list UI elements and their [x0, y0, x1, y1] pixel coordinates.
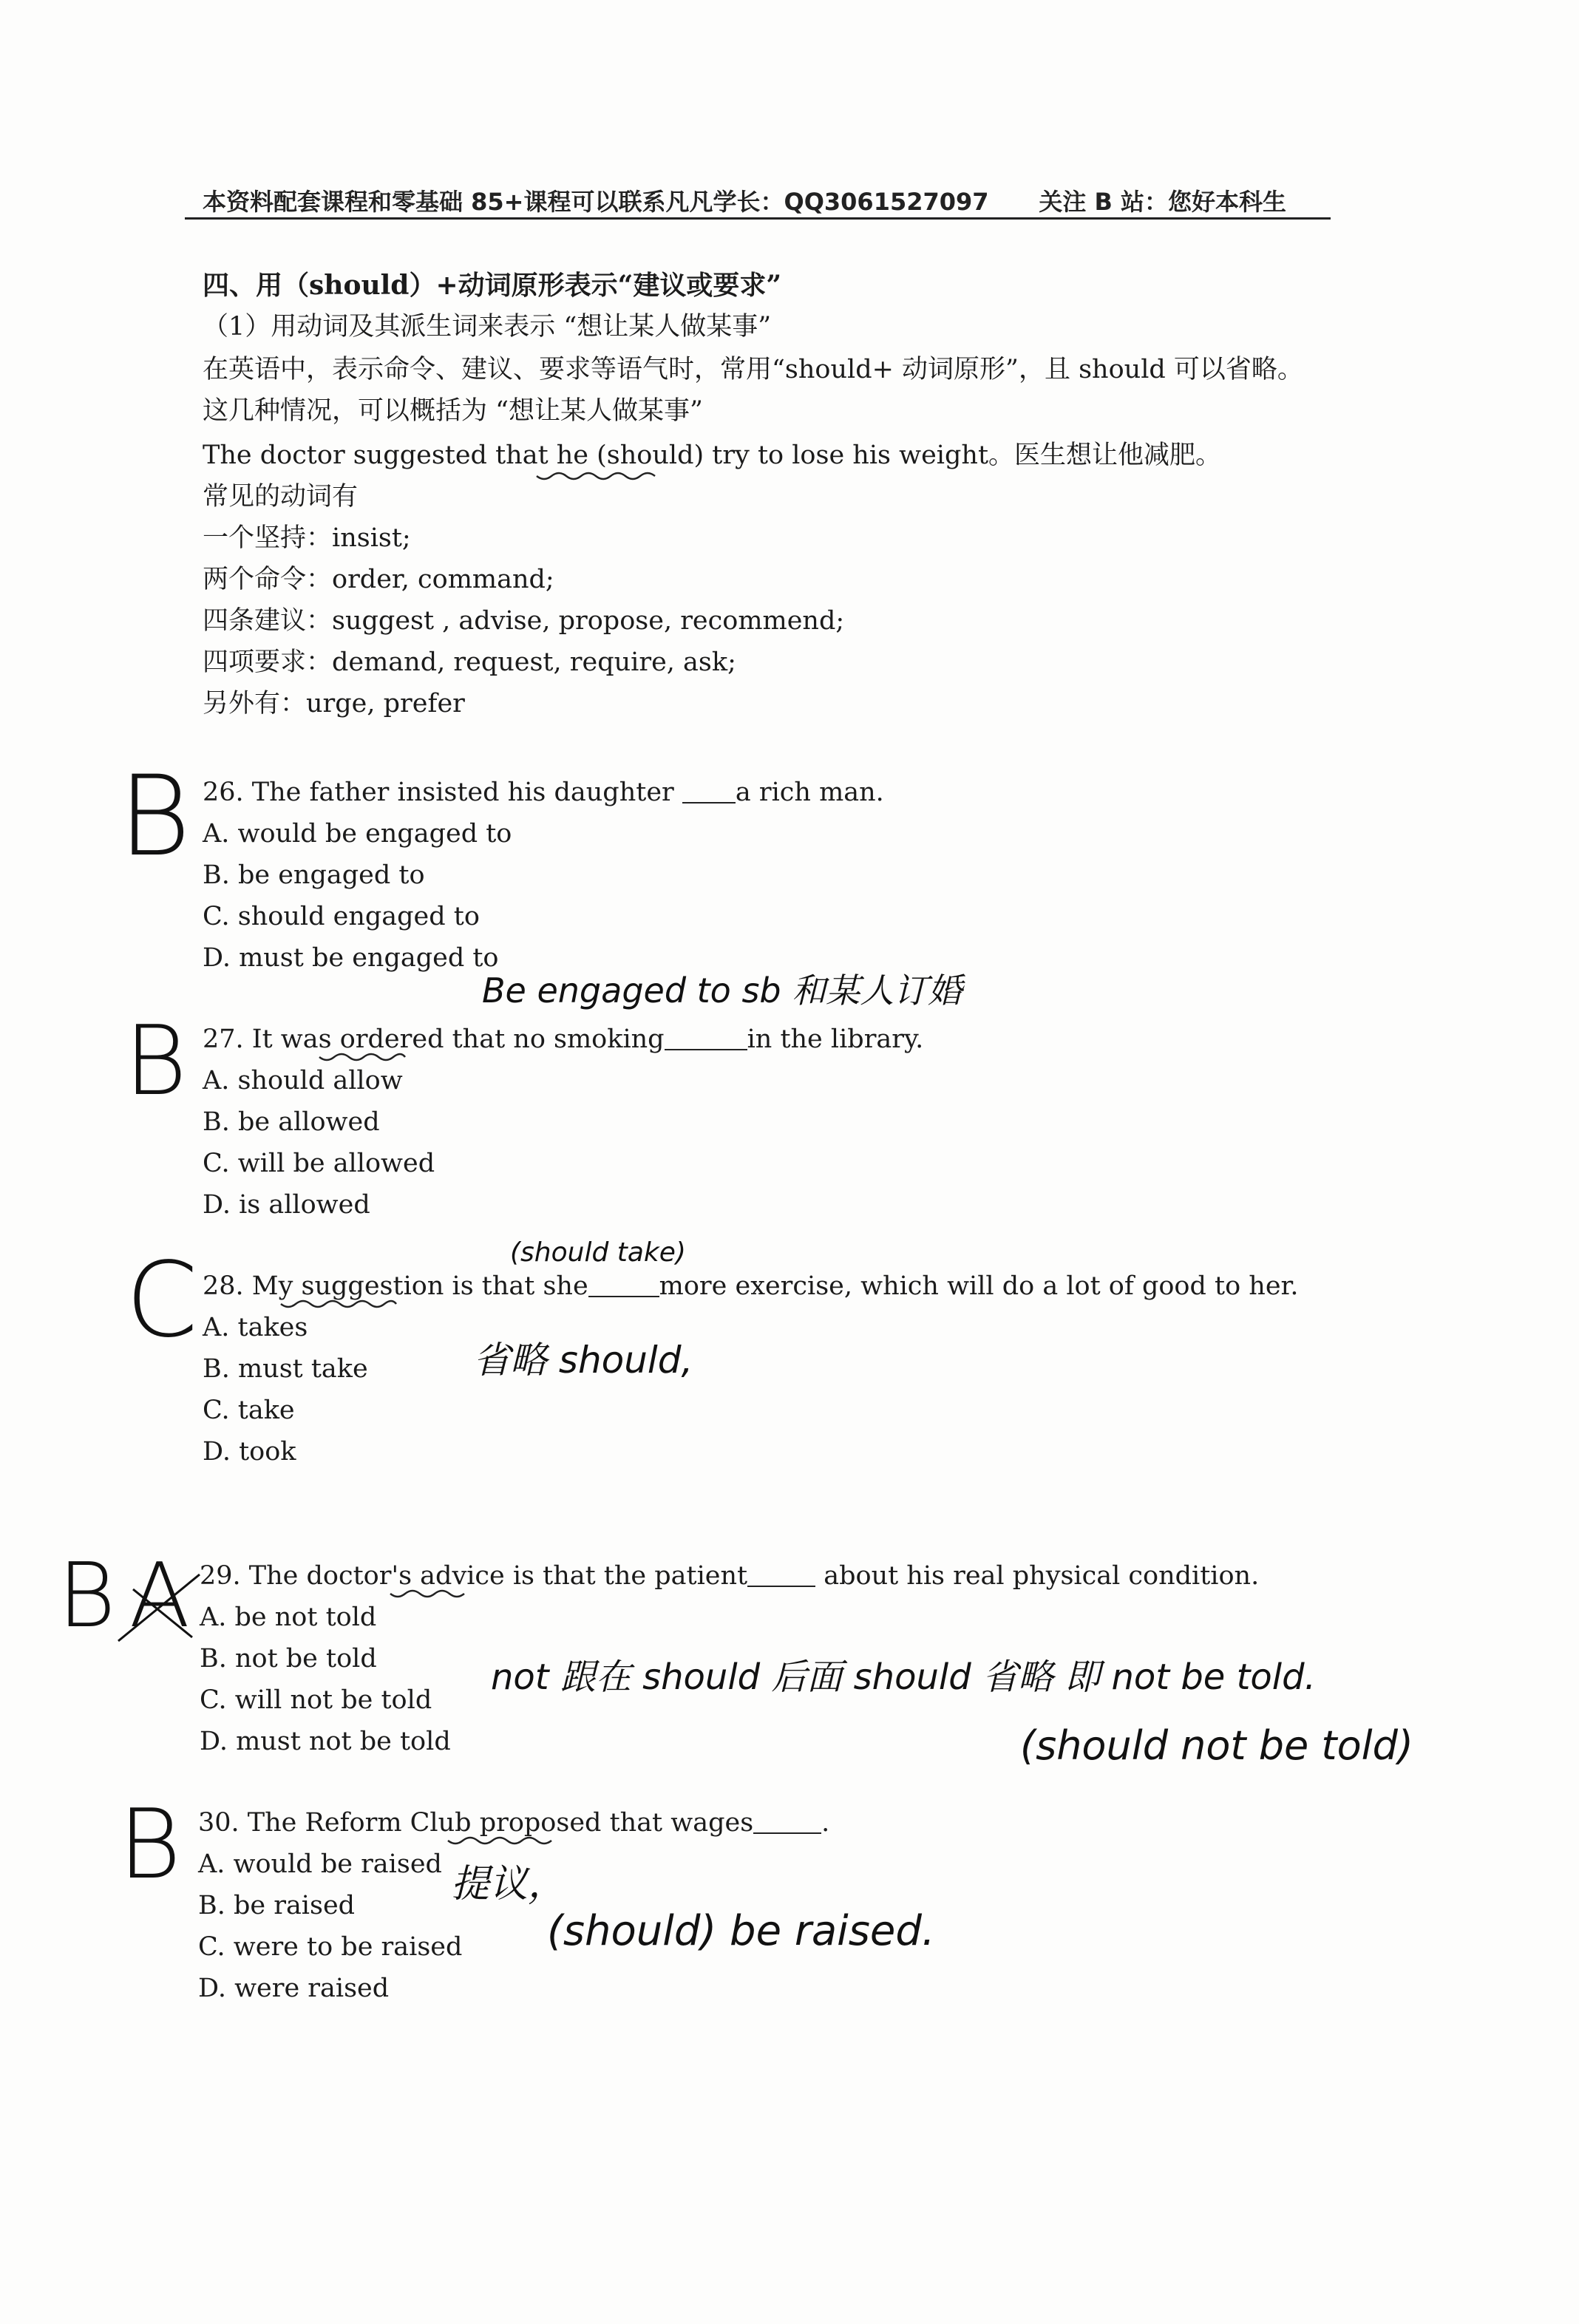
- example-sentence: The doctor suggested that he (should) try to lose his weight。医生想让他减肥。: [203, 441, 1222, 470]
- wavy-underline: [535, 470, 661, 485]
- option: A. takes: [203, 1313, 308, 1342]
- handwritten-above: (should take): [510, 1237, 686, 1268]
- answer-blank: [753, 1810, 821, 1834]
- question-stem: 28. My suggestion is that she more exercise, which will do a lot of good to her.: [203, 1271, 1299, 1301]
- handwritten-note: (should) be raised.: [547, 1907, 935, 1955]
- option: D. must be engaged to: [203, 943, 499, 973]
- section-subtitle: （1）用动词及其派生词来表示 “想让某人做某事”: [203, 312, 772, 342]
- verbs-heading: 常见的动词有: [203, 482, 359, 512]
- option: B. be raised: [198, 1891, 356, 1920]
- option: C. will not be told: [200, 1685, 432, 1715]
- option: A. should allow: [203, 1066, 403, 1095]
- option: A. be not told: [200, 1603, 377, 1632]
- answer-blank: [747, 1563, 815, 1587]
- question-stem: 29. The doctor's advice is that the patient about his real physical condition.: [200, 1561, 1260, 1591]
- option: C. were to be raised: [198, 1932, 463, 1962]
- handwritten-note: 提议，: [451, 1862, 567, 1906]
- verb-list-item: 另外有：urge, prefer: [203, 689, 465, 718]
- option: D. is allowed: [203, 1190, 370, 1220]
- verb-list-item: 四条建议：suggest , advise, propose, recommend;: [203, 606, 845, 636]
- page-header: [185, 183, 1331, 220]
- header-contact: 本资料配套课程和零基础 85+课程可以联系凡凡学长：QQ3061527097: [203, 188, 989, 216]
- header-bilibili: 关注 B 站：您好本科生: [1039, 188, 1286, 216]
- handwritten-answer: B: [124, 1005, 188, 1117]
- question-stem: 30. The Reform Club proposed that wages .: [198, 1808, 830, 1838]
- handwritten-answer: B A: [58, 1545, 183, 1648]
- wavy-underline: [446, 1835, 553, 1849]
- option: B. must take: [203, 1354, 368, 1384]
- option: D. were raised: [198, 1974, 390, 2003]
- option: C. will be allowed: [203, 1149, 435, 1178]
- option: C. should engaged to: [203, 902, 480, 931]
- strike-mark: [111, 1567, 207, 1648]
- option: B. be engaged to: [203, 860, 425, 890]
- handwritten-note: Be engaged to sb 和某人订婚: [482, 971, 962, 1010]
- wavy-underline: [318, 1051, 407, 1066]
- answer-blank: [588, 1274, 659, 1297]
- intro-line-1: 在英语中，表示命令、建议、要求等语气时，常用“should+ 动词原形”，且 should 可以省略。: [203, 355, 1303, 384]
- section-title: 四、用（should）+动词原形表示“建议或要求”: [203, 270, 782, 301]
- wavy-underline: [389, 1588, 470, 1603]
- wavy-underline: [279, 1298, 398, 1313]
- verb-list-item: 一个坚持：insist;: [203, 523, 411, 553]
- option: A. would be raised: [198, 1849, 442, 1879]
- handwritten-answer: B: [118, 752, 191, 881]
- option: C. take: [203, 1396, 295, 1425]
- question-stem: 26. The father insisted his daughter a rich man.: [203, 778, 884, 807]
- option: B. not be told: [200, 1644, 377, 1674]
- option: D. must not be told: [200, 1727, 451, 1756]
- option: B. be allowed: [203, 1107, 380, 1137]
- option: A. would be engaged to: [203, 819, 512, 849]
- option: D. took: [203, 1437, 296, 1467]
- handwritten-note: 省略 should,: [473, 1339, 693, 1382]
- answer-blank: [665, 1027, 747, 1050]
- handwritten-answer: C: [126, 1240, 198, 1361]
- verb-list-item: 四项要求：demand, request, require, ask;: [203, 648, 736, 677]
- handwritten-answer: B: [118, 1788, 182, 1900]
- question-stem: 27. It was ordered that no smoking in the library.: [203, 1025, 924, 1054]
- verb-list-item: 两个命令：order, command;: [203, 565, 554, 594]
- intro-line-2: 这几种情况，可以概括为 “想让某人做某事”: [203, 396, 703, 426]
- handwritten-note: not 跟在 should 后面 should 省略 即 not be told.: [491, 1657, 1316, 1698]
- answer-blank: [682, 780, 736, 803]
- handwritten-note: (should not be told): [1020, 1722, 1413, 1769]
